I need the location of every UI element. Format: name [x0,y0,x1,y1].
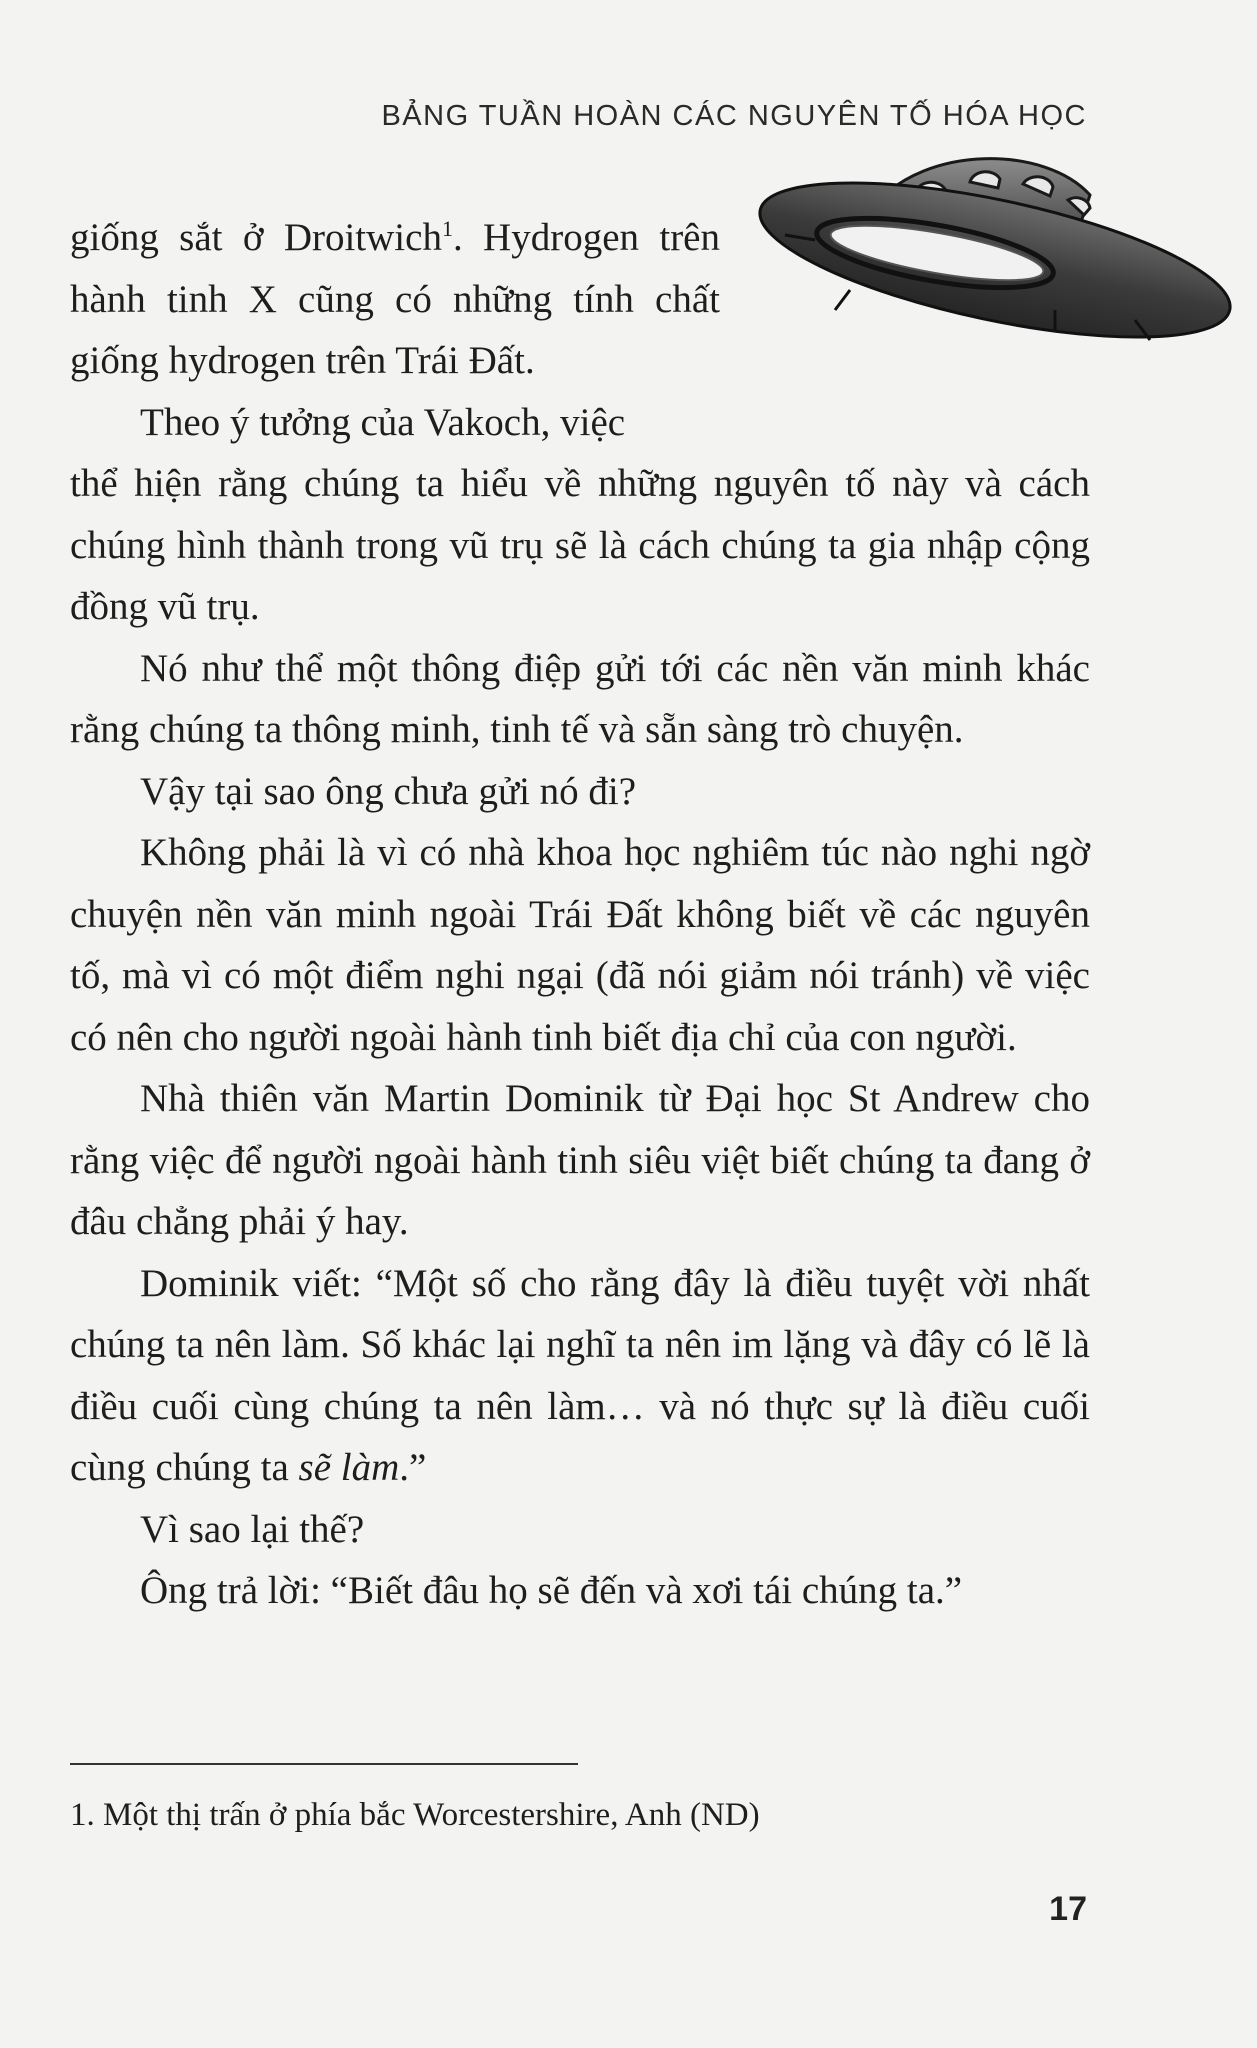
p7-text-a: Dominik viết: “Một số cho rằng đây là điều tuyệt vời nhất chúng ta nên làm. Số khác lại nghĩ ta nên im lặng và đây có lẽ là điều cuối cùng chúng ta nên làm… và nó thực sự là điều cuối cùng chúng ta [70,1261,1090,1489]
paragraph-2-rest: thể hiện rằng chúng ta hiểu về những nguyên tố này và cách chúng hình thành trong vũ trụ sẽ là cách chúng ta gia nhập cộng đồng vũ trụ. [70,462,1090,628]
p1-text-b: . Hydrogen trên hành tinh X cũng có những tính chất giống hydrogen trên Trái Đất. [70,216,720,382]
body-text [70,198,1090,1622]
paragraph-2-first-line: Theo ý tưởng của Vakoch, việc [140,400,626,444]
footnote-divider [70,1763,578,1765]
p1-text-a: giống sắt ở Droitwich [70,216,442,259]
paragraph-4: Vậy tại sao ông chưa gửi nó đi? [140,769,637,813]
p7-italic: sẽ làm [298,1446,400,1489]
paragraph-6: Nhà thiên văn Martin Dominik từ Đại học St Andrew cho rằng việc để người ngoài hành tinh siêu việt biết chúng ta đang ở đâu chẳng phải ý hay. [70,1077,1090,1243]
footnote: 1. Một thị trấn ở phía bắc Worcestershire, Anh (ND) [70,1797,760,1833]
paragraph-5: Không phải là vì có nhà khoa học nghiêm túc nào nghi ngờ chuyện nền văn minh ngoài Trái Đất không biết về các nguyên tố, mà vì có một điểm nghi ngại (đã nói giảm nói tránh) về việc có nên cho người ngoài hành tinh biết địa chỉ của con người. [70,831,1090,1059]
running-head: BẢNG TUẦN HOÀN CÁC NGUYÊN TỐ HÓA HỌC [381,100,1087,132]
paragraph-1 [70,198,720,392]
footnote-marker: 1 [441,216,453,241]
paragraph-9: Ông trả lời: “Biết đâu họ sẽ đến và xơi tái chúng ta.” [140,1569,963,1612]
p7-text-b: .” [399,1446,427,1489]
paragraph-3: Nó như thể một thông điệp gửi tới các nền văn minh khác rằng chúng ta thông minh, tinh tế và sẵn sàng trò chuyện. [70,646,1090,751]
page-number: 17 [1049,1890,1087,1928]
paragraph-8: Vì sao lại thế? [140,1507,365,1551]
paragraph-7 [70,1253,1090,1499]
